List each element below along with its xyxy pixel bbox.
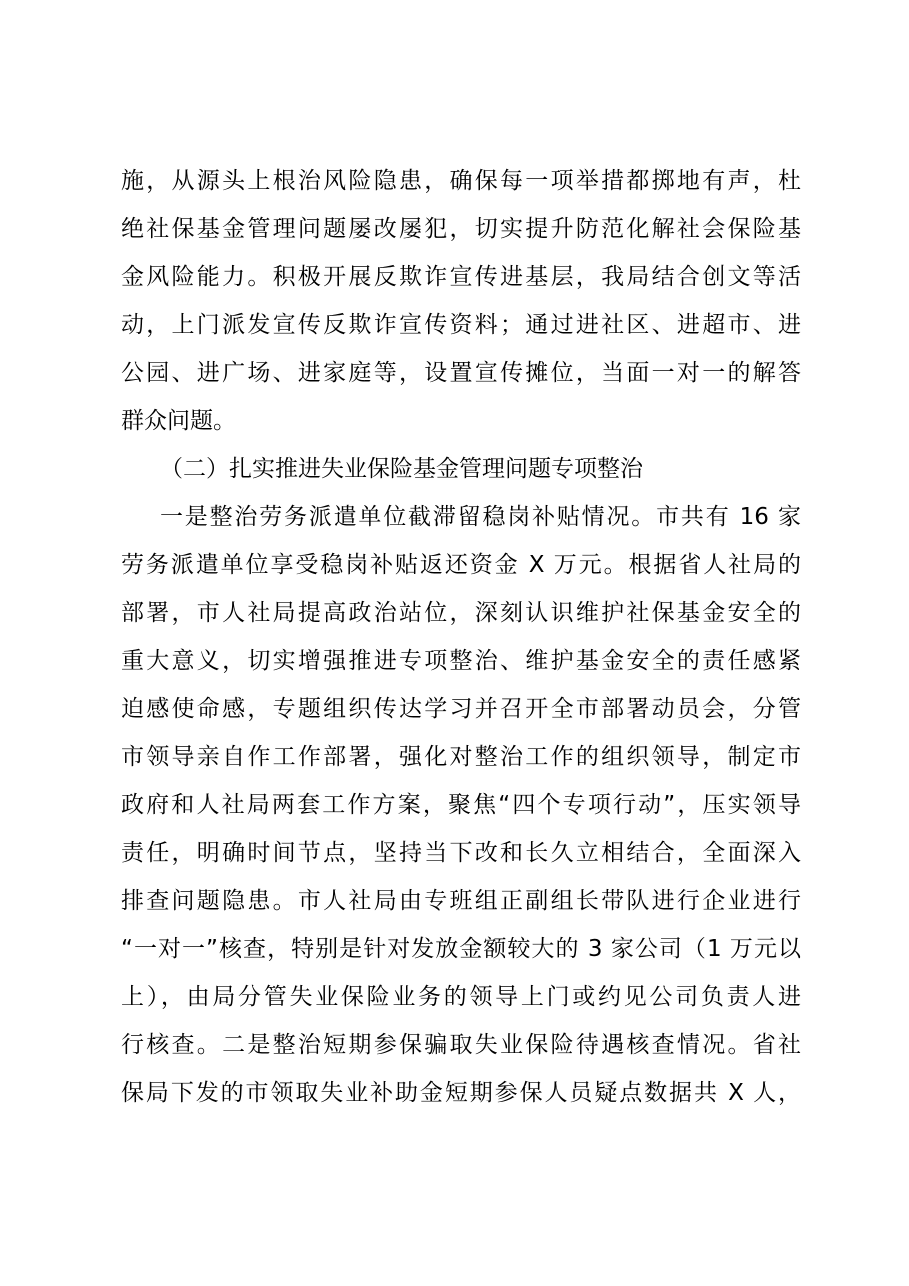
text-line-1: 施，从源头上根治风险隐患，确保每一项举措都掷地有声，杜: [121, 168, 801, 194]
text-line-9: 劳务派遣单位享受稳岗补贴返还资金 X 万元。根据省人社局的: [121, 552, 801, 578]
text-line-14: 政府和人社局两套工作方案，聚焦“四个专项行动”，压实领导: [121, 792, 801, 818]
text-line-3: 金风险能力。积极开展反欺诈宣传进基层，我局结合创文等活: [121, 264, 801, 290]
text-line-12: 迫感使命感，专题组织传达学习并召开全市部署动员会，分管: [121, 696, 801, 722]
text-line-8: 一是整治劳务派遣单位截滞留稳岗补贴情况。市共有 16 家: [160, 504, 801, 530]
text-line-2: 绝社保基金管理问题屡改屡犯，切实提升防范化解社会保险基: [121, 216, 801, 242]
text-line-18: 上），由局分管失业保险业务的领导上门或约见公司负责人进: [121, 984, 801, 1010]
text-line-6: 群众问题。: [121, 408, 236, 434]
text-line-11: 重大意义，切实增强推进专项整治、维护基金安全的责任感紧: [121, 648, 801, 674]
text-line-20: 保局下发的市领取失业补助金短期参保人员疑点数据共 X 人，: [121, 1080, 801, 1106]
text-line-19: 行核查。二是整治短期参保骗取失业保险待遇核查情况。省社: [121, 1032, 801, 1058]
text-line-15: 责任，明确时间节点，坚持当下改和长久立相结合，全面深入: [121, 840, 801, 866]
text-line-10: 部署，市人社局提高政治站位，深刻认识维护社保基金安全的: [121, 600, 801, 626]
section-heading: （二）扎实推进失业保险基金管理问题专项整治: [160, 456, 643, 482]
text-line-16: 排查问题隐患。市人社局由专班组正副组长带队进行企业进行: [121, 888, 801, 914]
text-line-13: 市领导亲自作工作部署，强化对整治工作的组织领导，制定市: [121, 744, 801, 770]
text-line-17: “一对一”核查，特别是针对发放金额较大的 3 家公司（1 万元以: [121, 936, 801, 962]
text-line-4: 动，上门派发宣传反欺诈宣传资料；通过进社区、进超市、进: [121, 312, 801, 338]
text-line-5: 公园、进广场、进家庭等，设置宣传摊位，当面一对一的解答: [121, 360, 801, 386]
